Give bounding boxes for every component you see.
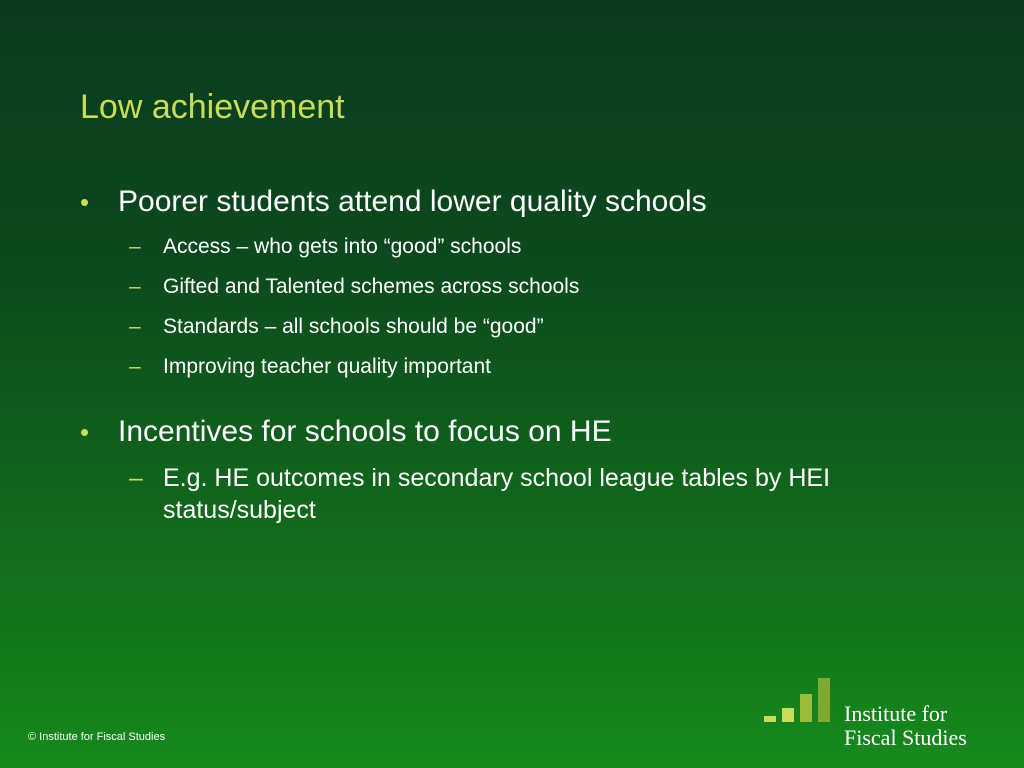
sub-bullet-item	[80, 352, 960, 382]
slide-content	[80, 182, 960, 526]
bullet-item	[80, 182, 960, 222]
sub-bullet-text: Standards – all schools should be “good”	[163, 315, 544, 338]
sub-bullet-item	[80, 462, 960, 526]
bullet-item	[80, 412, 960, 452]
logo-bar-icon	[800, 694, 812, 722]
bullet-icon: •	[80, 187, 90, 217]
logo-bar-icon	[764, 716, 776, 722]
logo-text	[844, 702, 967, 750]
copyright-footer: © Institute for Fiscal Studies	[28, 731, 166, 743]
ifs-logo	[764, 676, 1004, 752]
dash-icon: –	[129, 464, 143, 492]
sub-bullet-text: Improving teacher quality important	[163, 355, 491, 378]
bullet-icon: •	[80, 417, 90, 447]
sub-bullet-item	[80, 232, 960, 262]
dash-icon: –	[129, 315, 141, 338]
dash-icon: –	[129, 275, 141, 298]
sub-bullet-item	[80, 272, 960, 302]
bullet-text: Poorer students attend lower quality schools	[118, 185, 707, 218]
dash-icon: –	[129, 355, 141, 378]
sub-bullet-text: E.g. HE outcomes in secondary school league tables by HEI status/subject	[163, 464, 831, 524]
dash-icon: –	[129, 235, 141, 258]
sub-bullet-item	[80, 312, 960, 342]
logo-bar-icon	[818, 678, 830, 722]
slide-title: Low achievement	[80, 88, 345, 126]
logo-bar-icon	[782, 708, 794, 722]
logo-line-2: Fiscal Studies	[844, 725, 967, 750]
bullet-text: Incentives for schools to focus on HE	[118, 415, 612, 448]
sub-bullet-text: Access – who gets into “good” schools	[163, 235, 522, 258]
logo-line-1: Institute for	[844, 701, 948, 726]
sub-bullet-text: Gifted and Talented schemes across schools	[163, 275, 580, 298]
